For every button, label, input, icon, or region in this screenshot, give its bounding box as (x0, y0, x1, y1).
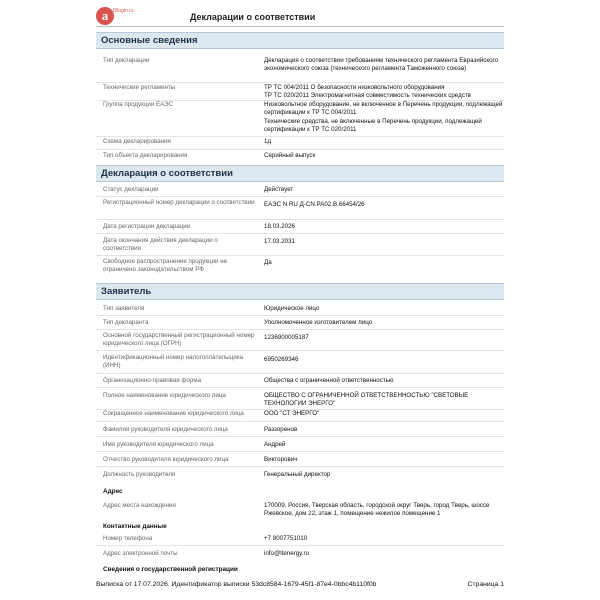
manager-lastname-label: Фамилия руководителя юридического лица (103, 426, 228, 433)
row-divider (96, 387, 504, 388)
logo-mark: a (96, 7, 114, 25)
ogrn-label: Основной государственный регистрационный номер юридического лица (ОГРН) (103, 332, 255, 347)
status-label: Статус декларации (103, 186, 159, 193)
full-name-label: Полное наименование юридического лица (103, 392, 226, 399)
email-value[interactable]: info@ltenergy.ru (264, 550, 310, 557)
full-name-value: ОБЩЕСТВО С ОГРАНИЧЕННОЙ ОТВЕТСТВЕННОСТЬЮ "СВЕТОВЫЕ ТЕХНОЛОГИИ ЭНЕРГО" (264, 392, 469, 407)
manager-lastname-value: Раззоренов (264, 426, 298, 433)
applicant-type-value: Юридическое лицо (264, 305, 320, 312)
email-label: Адрес электронной почты (103, 550, 178, 557)
document-title: Декларации о соответствии (190, 12, 316, 22)
manager-firstname-value: Андрей (264, 441, 286, 448)
object-type-label: Тип объекта декларирования (103, 152, 188, 159)
inn-label: Идентификационный номер налогоплательщика (ИНН) (103, 354, 244, 369)
product-group-value-2: Технические средства, не включенные в Перечень продукции, подлежащей сертификации к ТР ТС 020/2011 (264, 118, 482, 133)
scheme-label: Схема декларирования (103, 138, 171, 145)
row-divider (96, 421, 504, 422)
product-group-value-1: Низковольтное оборудование, не включенное в Перечень продукции, подлежащей сертификации к ТР ТС 004/2011 (264, 101, 503, 116)
free-distribution-value: Да (264, 259, 272, 266)
declarant-type-label: Тип декларанта (103, 319, 149, 326)
inn-value: 6950269346 (264, 356, 299, 363)
decl-type-value: Декларация о соответствии требованиям технического регламента Евразийского экономического союза (технического регламента Таможенного союза) (264, 57, 499, 72)
row-divider (96, 329, 504, 330)
declarant-type-value: Уполномоченное изготовителем лицо (264, 319, 373, 326)
row-divider (96, 315, 504, 316)
decl-type-label: Тип декларации (103, 57, 150, 64)
phone-value: +7 8007751010 (264, 535, 308, 542)
row-divider (96, 233, 504, 234)
end-date-label: Дата окончания действия декларации о соответствии (103, 237, 218, 252)
row-divider (96, 219, 504, 220)
short-name-label: Сокращенное наименование юридического лица (103, 410, 244, 417)
row-divider (96, 82, 504, 83)
reg-date-label: Дата регистрации декларации (103, 223, 191, 230)
object-type-value: Серийный выпуск (264, 152, 316, 159)
section-basic-info: Основные сведения (96, 32, 504, 49)
phone-label: Номер телефона (103, 535, 153, 542)
reg-date-value: 18.03.2026 (264, 223, 295, 230)
applicant-type-label: Тип заявителя (103, 305, 145, 312)
row-divider (96, 373, 504, 374)
reg-number-value: ЕАЭС N RU Д-CN.РА02.В.66454/26 (264, 201, 365, 208)
location-label: Адрес места нахождения (103, 502, 176, 509)
logo-site-name: f3login.ru (113, 8, 134, 14)
section-applicant: Заявитель (96, 283, 504, 300)
opf-value: Общества с ограниченной ответственностью (264, 377, 394, 384)
free-distribution-label: Свободное распространение продукции не ограничено законодательством РФ (103, 258, 228, 273)
manager-position-value: Генеральный директор (264, 471, 331, 478)
regulations-label: Технические регламенты (103, 84, 176, 91)
location-value: 170009, Россия, Тверская область, городской округ Тверь, город Тверь, шоссе Ржевское, дом 22, этаж 1, помещение нежилое помещение 1 (264, 502, 490, 517)
product-group-label: Группа продукции ЕАЭС (103, 101, 174, 108)
short-name-value: ООО "СТ ЭНЕРГО" (264, 410, 320, 417)
address-heading: Адрес (103, 488, 123, 495)
row-divider (96, 255, 504, 256)
row-divider (96, 196, 504, 197)
contacts-heading: Контактные данные (103, 523, 167, 530)
row-divider (96, 451, 504, 452)
state-registration-heading: Сведения о государственной регистрации (103, 566, 238, 573)
header-divider (96, 26, 504, 27)
manager-patronymic-label: Отчество руководителя юридического лица (103, 456, 229, 463)
ogrn-value: 1236900005187 (264, 334, 309, 341)
regulations-value-2: ТР ТС 020/2011 Электромагнитная совместимость технических средств (264, 92, 471, 99)
manager-position-label: Должность руководителя (103, 471, 176, 478)
row-divider (96, 350, 504, 351)
manager-patronymic-value: Викторович (264, 456, 298, 463)
row-divider (96, 149, 504, 150)
manager-firstname-label: Имя руководителя юридического лица (103, 441, 214, 448)
row-divider (96, 466, 504, 467)
section-declaration: Декларация о соответствии (96, 165, 504, 182)
regulations-value-1: ТР ТС 004/2011 О безопасности низковольтного оборудования (264, 84, 445, 91)
row-divider (96, 545, 504, 546)
status-value: Действует (264, 186, 294, 193)
end-date-value: 17.03.2031 (264, 238, 295, 245)
opf-label: Организационно-правовая форма (103, 377, 202, 384)
extract-info: Выписка от 17.07.2026. Идентификатор выписки 53dc8584-1679-45f1-87e4-0bbc4b110f0b (96, 581, 377, 588)
row-divider (96, 436, 504, 437)
scheme-value: 1д (264, 138, 272, 145)
page-number: Страница 1 (467, 581, 504, 588)
reg-number-label: Регистрационный номер декларации о соответствии (103, 199, 255, 206)
row-divider (96, 136, 504, 137)
